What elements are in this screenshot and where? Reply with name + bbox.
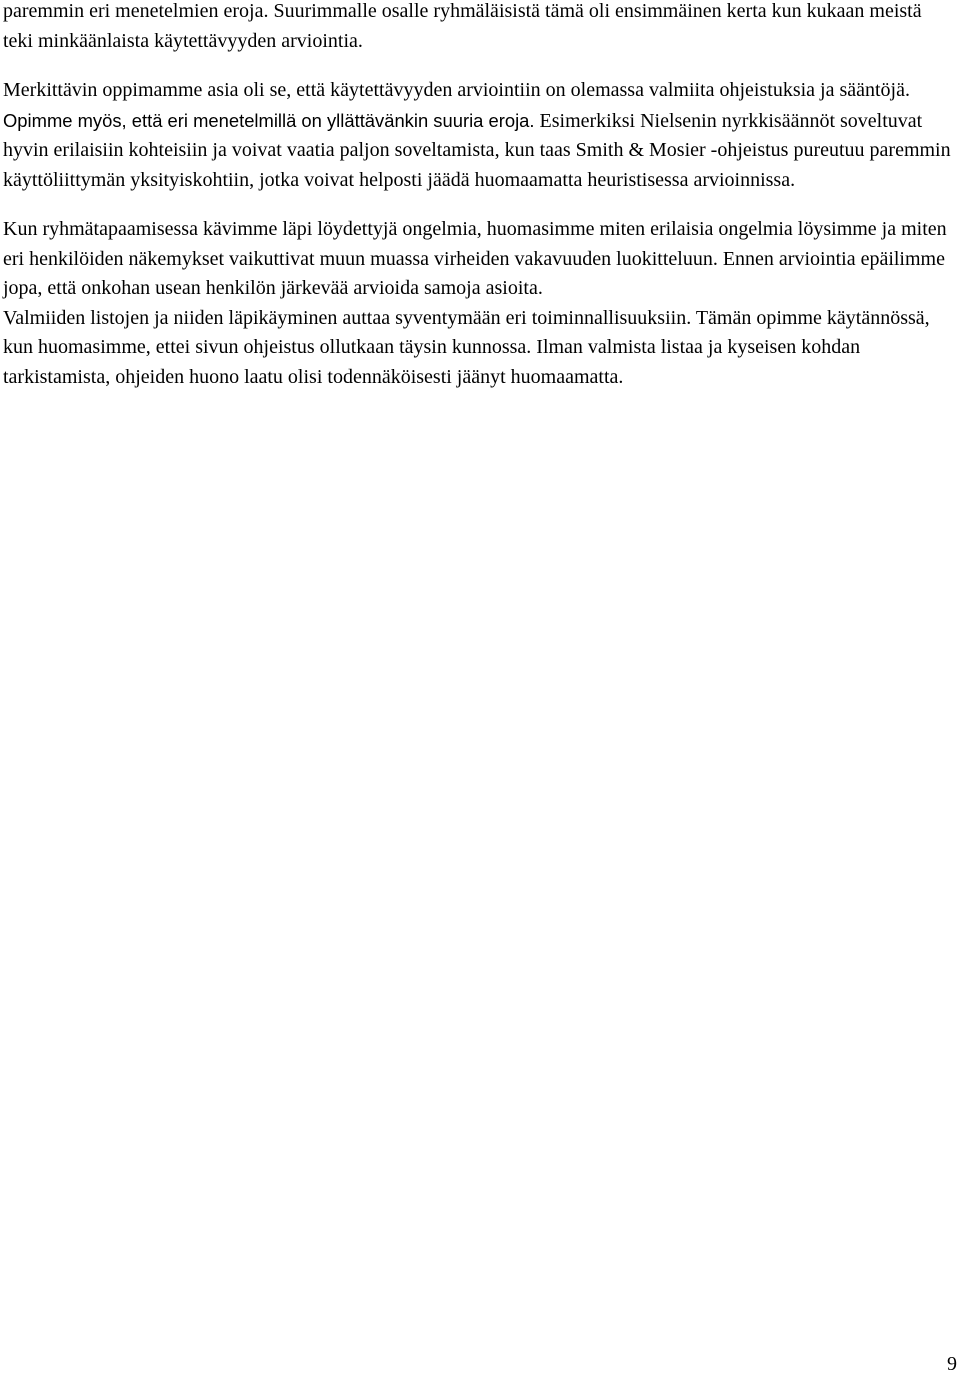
paragraph-3 (3, 215, 953, 304)
paragraph-1 (3, 0, 953, 56)
paragraph-2-text-end: Esimerkiksi Nielsenin nyrkkisäännöt soveltuvat hyvin erilaisiin kohteisiin ja voivat vaatia paljon soveltamista, kun taas Smith & Mosier -ohjeistus pureutuu paremmin käyttöliittymän yksityiskohtiin, jotka voivat helposti jäädä huomaamatta heuristisessa arvioinnissa. (3, 109, 951, 191)
paragraph-4-text: Valmiiden listojen ja niiden läpikäyminen auttaa syventymään eri toiminnallisuuksiin. Tämän opimme käytännössä, kun huomasimme, ettei sivun ohjeistus ollutkaan täysin kunnossa. Ilman valmista listaa ja kyseisen kohdan tarkistamista, ohjeiden huono laatu olisi todennäköisesti jäänyt huomaamatta. (3, 306, 930, 388)
paragraph-4 (3, 304, 953, 393)
paragraph-1-text: paremmin eri menetelmien eroja. Suurimmalle osalle ryhmäläisistä tämä oli ensimmäinen kerta kun kukaan meistä teki minkäänlaista käytettävyyden arviointia. (3, 0, 922, 52)
paragraph-2-text-sans: Opimme myös, että eri menetelmillä on yllättävänkin suuria eroja. (3, 109, 535, 131)
paragraph-2 (3, 76, 953, 195)
paragraph-3-text: Kun ryhmätapaamisessa kävimme läpi löydettyjä ongelmia, huomasimme miten erilaisia ongelmia löysimme ja miten eri henkilöiden näkemykset vaikuttivat muun muassa virheiden vakavuuden luokitteluun. Ennen arviointia epäilimme jopa, että onkohan usean henkilön järkevää arvioida samoja asioita. (3, 218, 947, 299)
document-body (3, 0, 953, 392)
page-number: 9 (947, 1353, 957, 1375)
paragraph-2-text-start: Merkittävin oppimamme asia oli se, että käytettävyyden arviointiin on olemassa valmiita ohjeistuksia ja sääntöjä. (3, 79, 910, 101)
